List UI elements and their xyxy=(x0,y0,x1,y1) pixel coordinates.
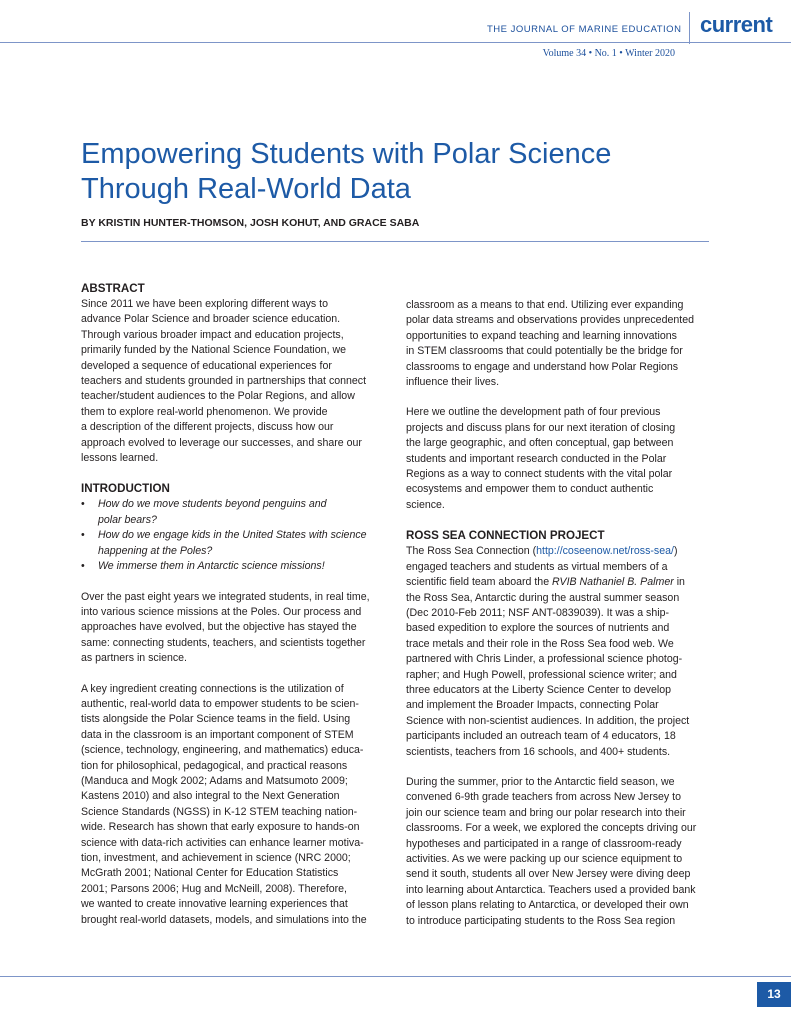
text-line: send it south, students all over New Jersey were diving deep xyxy=(406,868,691,881)
text-line: classrooms to engage and understand how Polar Regions xyxy=(406,360,679,373)
text-line: approaches have evolved, but the objective has stayed the xyxy=(81,621,357,634)
text-line: Here we outline the development path of four previous xyxy=(406,406,661,419)
text-line: (Manduca and Mogk 2002; Adams and Matsumoto 2009; xyxy=(81,774,348,787)
article-title-line: Empowering Students with Polar Science xyxy=(81,138,612,170)
text-line: partnered with Chris Linder, a professional science photog- xyxy=(406,653,683,666)
text-line: 2001; Parsons 2006; Hug and McNeill, 2008). Therefore, xyxy=(81,882,347,895)
ross-sea-link[interactable]: http://coseenow.net/ross-sea/ xyxy=(536,545,674,558)
footer-rule xyxy=(0,976,791,977)
ross-sea-paragraph xyxy=(406,544,710,760)
header-separator xyxy=(689,12,690,44)
intro-paragraph-1 xyxy=(81,590,385,667)
text-line: of lesson plans relating to Antarctica, or developed their own xyxy=(406,899,689,912)
text-line: opportunities to expand teaching and learning innovations xyxy=(406,329,677,342)
text-line: The Ross Sea Connection (http://coseenow.net/ross-sea/) xyxy=(406,545,678,558)
text-line: tion, investment, and achievement in science (NRC 2000; xyxy=(81,852,351,864)
text-line: happening at the Poles? xyxy=(98,544,213,557)
text-line: science with data-rich activities can enhance learner motiva- xyxy=(81,836,364,849)
abstract-heading: ABSTRACT xyxy=(81,282,145,295)
text-line: developed a sequence of educational experiences for xyxy=(81,359,332,372)
list-item xyxy=(81,497,385,528)
text-line: McGrath 2001; National Center for Education Statistics xyxy=(81,867,339,880)
text-line: ecosystems and empower them to conduct authentic xyxy=(406,483,654,496)
intro-questions-list xyxy=(81,497,385,574)
journal-name: THE JOURNAL OF MARINE EDUCATION xyxy=(487,24,682,35)
text-line: activities. As we were packing up our science equipment to xyxy=(406,853,683,865)
text-line: participants included an outreach team of 4 educators, 18 xyxy=(406,730,676,743)
text-line: • How do we engage kids in the United States with science xyxy=(98,529,367,542)
article-title xyxy=(81,137,721,207)
text-line: based expedition to explore the sources of nutrients and xyxy=(406,622,670,635)
text-line: convened 6-9th grade teachers from across New Jersey to xyxy=(406,791,681,804)
text-line: projects and discuss plans for our next iteration of closing xyxy=(406,421,676,434)
text-line: students and important research conducted in the Polar xyxy=(406,452,667,465)
text-line: primarily funded by the National Science Foundation, we xyxy=(81,344,346,357)
continued-paragraph xyxy=(406,298,710,390)
text-line: hypotheses and participated in a range of classroom-ready xyxy=(406,837,682,850)
text-line: and implement the Broader Impacts, connecting Polar xyxy=(406,699,659,712)
byline: BY KRISTIN HUNTER-THOMSON, JOSH KOHUT, AND GRACE SABA xyxy=(81,217,420,229)
text-line: authentic, real-world data to empower students to be scien- xyxy=(81,697,359,710)
text-line: as partners in science. xyxy=(81,652,187,665)
right-column xyxy=(406,298,710,929)
ross-sea-heading: ROSS SEA CONNECTION PROJECT xyxy=(406,529,605,543)
text-line: Kastens 2010) and also integral to the Next Generation xyxy=(81,790,340,803)
header-rule xyxy=(0,42,791,43)
text-line: teacher/student audiences to the Polar Regions, and allow xyxy=(81,390,355,403)
text-line: the Ross Sea, Antarctic during the austral summer season xyxy=(406,591,680,604)
text-line: lessons learned. xyxy=(81,452,159,465)
text-line: Over the past eight years we integrated students, in real time, xyxy=(81,590,370,603)
text-line: them to explore real-world phenomenon. We provide xyxy=(81,405,328,418)
text-line: tists alongside the Polar Science teams in the field. Using xyxy=(81,713,351,726)
text-line: Science Standards (NGSS) in K-12 STEM teaching nation- xyxy=(81,805,358,818)
text-line: Since 2011 we have been exploring different ways to xyxy=(81,298,328,310)
brand-logo: current xyxy=(700,12,773,37)
page-number: 13 xyxy=(757,982,791,1007)
text-line: advance Polar Science and broader science education. xyxy=(81,313,341,326)
text-line: classroom as a means to that end. Utilizing ever expanding xyxy=(406,299,684,311)
text-line: brought real-world datasets, models, and simulations into the xyxy=(81,913,367,926)
text-line: polar data streams and observations provides unprecedented xyxy=(406,314,694,327)
left-column xyxy=(81,281,385,928)
article-title-line: Through Real-World Data xyxy=(81,173,411,205)
list-item xyxy=(81,559,385,574)
text-line: wide. Research has shown that early exposure to hands-on xyxy=(81,821,360,834)
text-line: same: connecting students, teachers, and scientists together xyxy=(81,636,366,649)
text-line: tion for philosophical, pedagogical, and practical reasons xyxy=(81,759,348,772)
text-line: Science with non-scientist audiences. In addition, the project xyxy=(406,714,690,727)
text-line: Regions as a way to connect students with the vital polar xyxy=(406,468,673,481)
text-line: (science, technology, engineering, and mathematics) educa- xyxy=(81,744,364,757)
text-line: teachers and students grounded in partnerships that connect xyxy=(81,375,367,388)
text-line: A key ingredient creating connections is the utilization of xyxy=(81,682,344,695)
text-line: classrooms. For a week, we explored the concepts driving our xyxy=(406,822,697,835)
text-line: scientists, teachers from 16 schools, and 400+ students. xyxy=(406,745,671,758)
text-line: approach evolved to leverage our successes, and share our xyxy=(81,436,362,449)
text-line: three educators at the Liberty Science Center to develop xyxy=(406,683,672,696)
issue-info: Volume 34 • No. 1 • Winter 2020 xyxy=(542,48,675,59)
list-item xyxy=(81,528,385,559)
text-line: • We immerse them in Antarctic science missions! xyxy=(98,560,325,573)
text-line: a description of the different projects, discuss how our xyxy=(81,421,334,434)
text-line: science. xyxy=(406,498,445,511)
text-line: into various science missions at the Poles. Our process and xyxy=(81,605,362,618)
text-line: to introduce participating students to the Ross Sea region xyxy=(406,914,676,927)
text-line: data in the classroom is an important component of STEM xyxy=(81,728,354,741)
outline-paragraph xyxy=(406,405,710,513)
text-line: trace metals and their role in the Ross Sea food web. We xyxy=(406,637,674,650)
text-line: Through various broader impact and education projects, xyxy=(81,328,344,341)
abstract-paragraph xyxy=(81,297,385,466)
text-line: in STEM classrooms that could potentially be the bridge for xyxy=(406,345,683,358)
text-line: (Dec 2010-Feb 2011; NSF ANT-0839039). It was a ship- xyxy=(406,606,670,619)
text-line: join our science team and bring our polar research into their xyxy=(406,806,686,819)
vessel-name: RVIB Nathaniel B. Palmer xyxy=(552,576,674,589)
text-line: engaged teachers and students as virtual members of a xyxy=(406,560,668,573)
intro-paragraph-2 xyxy=(81,682,385,929)
text-line: polar bears? xyxy=(98,513,157,526)
text-line: the large geographic, and often conceptual, gap between xyxy=(406,437,674,450)
text-line: into learning about Antarctica. Teachers used a provided bank xyxy=(406,883,696,896)
text-line: During the summer, prior to the Antarctic field season, we xyxy=(406,775,675,788)
text-line: rapher; and Hugh Powell, professional science writer; and xyxy=(406,668,677,681)
text-line: scientific field team aboard the RVIB Nathaniel B. Palmer in xyxy=(406,576,685,589)
introduction-heading: INTRODUCTION xyxy=(81,482,170,496)
summer-paragraph xyxy=(406,775,710,929)
text-line: we wanted to create innovative learning experiences that xyxy=(81,898,348,911)
text-line: influence their lives. xyxy=(406,376,500,389)
title-rule xyxy=(81,241,709,242)
text-line: • How do we move students beyond penguins and xyxy=(98,498,327,511)
